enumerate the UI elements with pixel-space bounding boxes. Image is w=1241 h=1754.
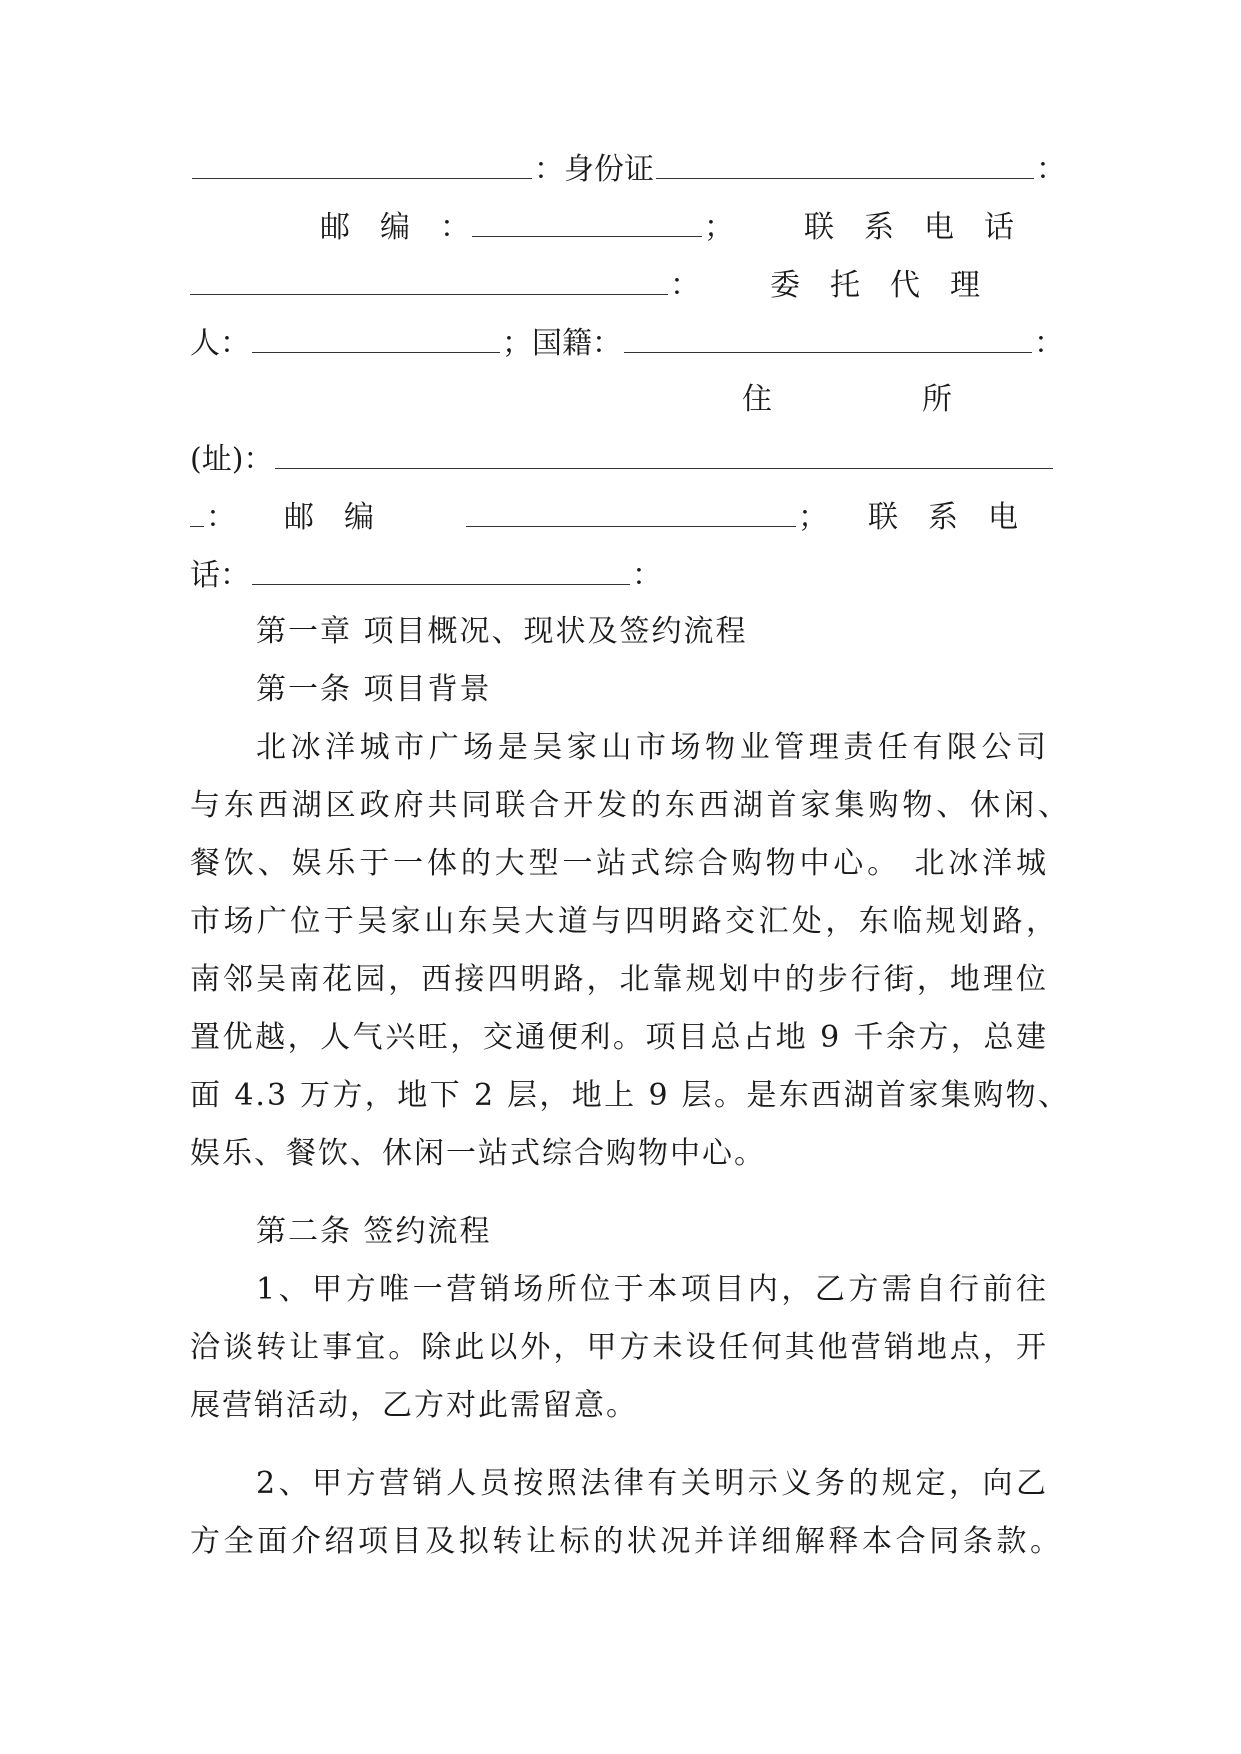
- form-line-phone-2: [190, 554, 1048, 594]
- phone-label-2: 联 系 电: [868, 500, 1018, 535]
- paragraph-line: 1、甲方唯一营销场所位于本项目内，乙方需自行前往: [256, 1272, 1048, 1307]
- punct: ：: [632, 558, 662, 593]
- paragraph-line: 与东西湖区政府共同联合开发的东西湖首家集购物、休闲、: [190, 788, 1070, 823]
- nationality-label: ；国籍：: [502, 326, 622, 361]
- residence-label: 住 所: [742, 382, 952, 417]
- paragraph-line: 方全面介绍项目及拟转让标的状况并详细解释本合同条款。: [190, 1524, 1062, 1559]
- paragraph-line: 北冰洋城市广场是吴家山市场物业管理责任有限公司: [256, 730, 1048, 765]
- paragraph-line: 市场广位于吴家山东吴大道与四明路交汇处，东临规划路，: [190, 904, 1058, 939]
- form-line-address: [190, 438, 1048, 478]
- address-label: (址)：: [190, 442, 274, 477]
- paragraph-line: 2、甲方营销人员按照法律有关明示义务的规定，向乙: [256, 1466, 1048, 1501]
- form-line-postcode-2: [190, 496, 1048, 536]
- chapter-title: 第一章 项目概况、现状及签约流程: [256, 614, 748, 649]
- punct: ：: [1036, 152, 1066, 187]
- punct: ；: [798, 500, 828, 535]
- blank-phone[interactable]: [190, 264, 668, 295]
- form-line-residence: [190, 380, 1048, 420]
- punct: ：: [206, 500, 236, 535]
- punct: ：: [1034, 326, 1064, 361]
- id-card-label: ：身份证: [534, 152, 654, 187]
- paragraph-line: 餐饮、娱乐于一体的大型一站式综合购物中心。 北冰洋城: [190, 846, 1048, 881]
- agent-label: 委 托 代 理: [770, 268, 980, 303]
- punct: ：: [670, 268, 700, 303]
- blank-postcode-2[interactable]: [466, 496, 796, 527]
- agent-person-label: 人：: [190, 326, 250, 361]
- article-title: 第一条 项目背景: [256, 672, 492, 707]
- punct: ；: [704, 210, 734, 245]
- blank-nationality[interactable]: [624, 322, 1032, 353]
- blank-phone-2[interactable]: [252, 554, 630, 585]
- postcode-label-2: 邮 编: [284, 500, 374, 535]
- phone-label: 联 系 电 话: [804, 210, 1014, 245]
- phone-label-2-end: 话：: [190, 558, 250, 593]
- form-line-postcode: [190, 206, 1048, 246]
- postcode-label: 邮 编 ：: [320, 210, 470, 245]
- paragraph-line: 置优越，人气兴旺，交通便利。项目总占地 9 千余方，总建: [190, 1020, 1048, 1055]
- paragraph-line: 洽谈转让事宜。除此以外，甲方未设任何其他营销地点，开: [190, 1330, 1048, 1365]
- paragraph-line: 南邻吴南花园，西接四明路，北靠规划中的步行街，地理位: [190, 962, 1048, 997]
- form-line-id: [190, 148, 1066, 188]
- form-line-agent: [190, 264, 1048, 304]
- form-line-nationality: [190, 322, 1064, 362]
- paragraph-line: 娱乐、餐饮、休闲一站式综合购物中心。: [190, 1136, 766, 1171]
- paragraph-line: 展营销活动，乙方对此需留意。: [190, 1388, 638, 1423]
- blank-id-number[interactable]: [656, 148, 1034, 179]
- blank-agent-name[interactable]: [252, 322, 500, 353]
- paragraph-line: 面 4.3 万方，地下 2 层，地上 9 层。是东西湖首家集购物、: [190, 1078, 1070, 1113]
- blank-postcode[interactable]: [472, 206, 702, 237]
- article-title: 第二条 签约流程: [256, 1214, 492, 1249]
- blank-address-end[interactable]: [190, 496, 204, 527]
- blank-name[interactable]: [192, 148, 532, 179]
- blank-address[interactable]: [275, 438, 1053, 469]
